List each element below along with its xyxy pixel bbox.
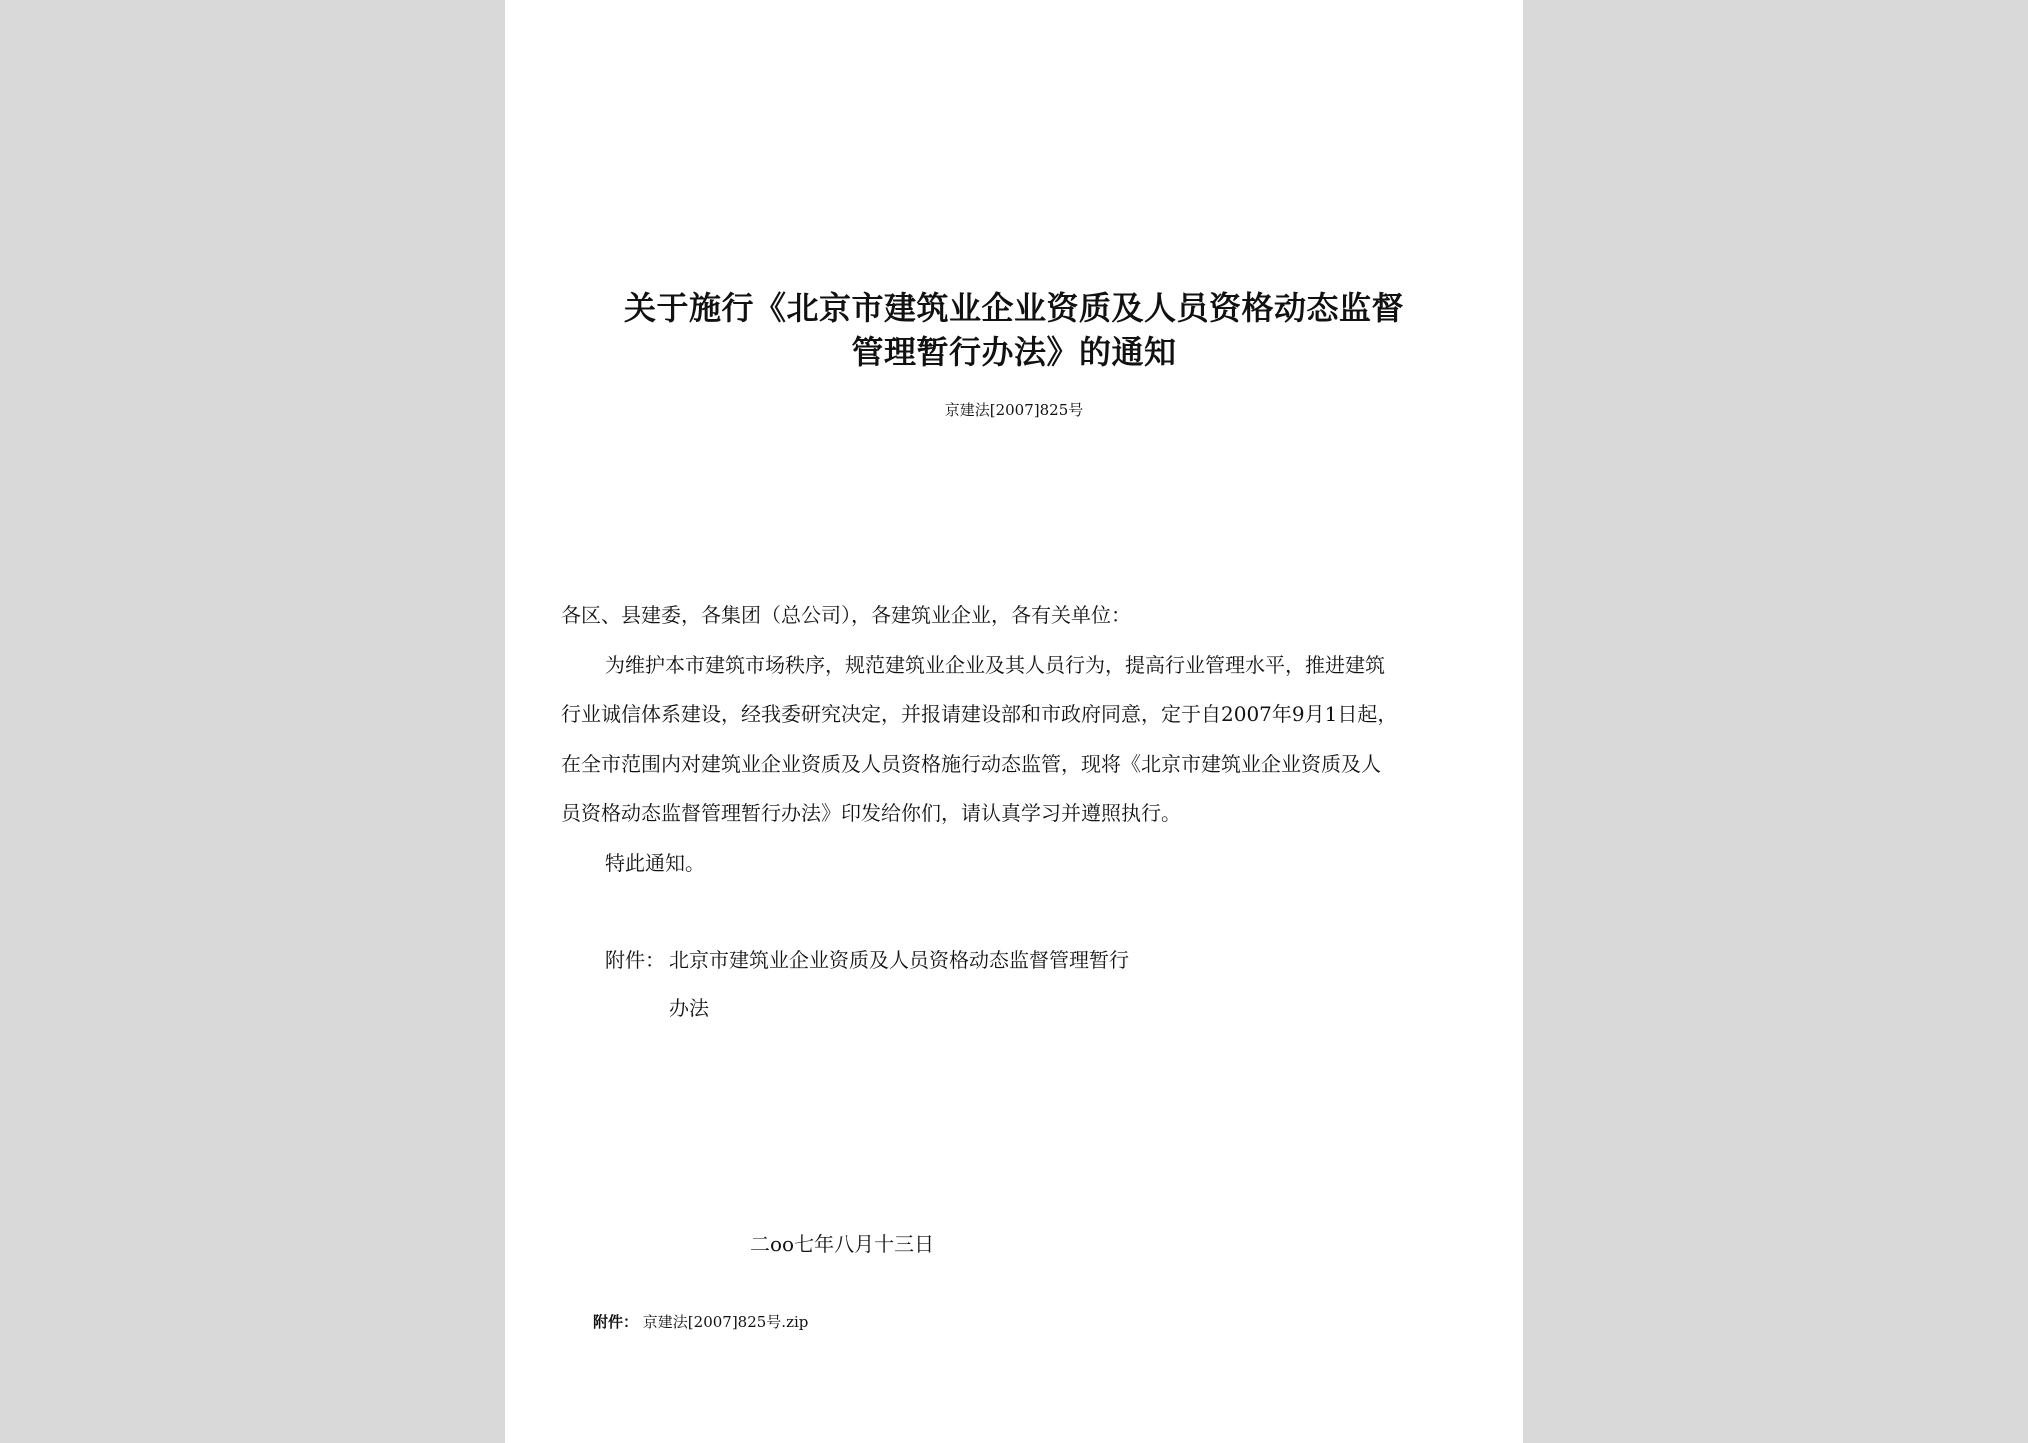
salutation: 各区、县建委，各集团（总公司），各建筑业企业，各有关单位： xyxy=(561,603,1131,627)
closing-text: 特此通知。 xyxy=(605,851,705,875)
paragraph-line-1: 为维护本市建筑市场秩序，规范建筑业企业及其人员行为，提高行业管理水平，推进建筑 xyxy=(605,653,1385,677)
issue-date: 二oo七年八月十三日 xyxy=(750,1232,935,1256)
footer-attachment-label: 附件： xyxy=(593,1313,639,1331)
document-title xyxy=(545,286,1483,374)
attachment-title-line-1: 北京市建筑业企业资质及人员资格动态监督管理暂行 xyxy=(669,948,1129,972)
paragraph-line-3: 在全市范围内对建筑业企业资质及人员资格施行动态监管，现将《北京市建筑业企业资质及人 xyxy=(561,752,1381,776)
paragraph-line-2: 行业诚信体系建设，经我委研究决定，并报请建设部和市政府同意，定于自2007年9月1日起， xyxy=(561,702,1398,726)
paragraph-line-4: 员资格动态监督管理暂行办法》印发给你们，请认真学习并遵照执行。 xyxy=(561,801,1181,825)
attachment-title-line-2: 办法 xyxy=(669,996,709,1020)
document-number: 京建法[2007]825号 xyxy=(944,401,1084,419)
title-line-2: 管理暂行办法》的通知 xyxy=(851,333,1177,371)
attachment-label: 附件： xyxy=(605,948,665,972)
title-line-1: 关于施行《北京市建筑业企业资质及人员资格动态监督 xyxy=(623,289,1404,327)
footer-attachment xyxy=(593,1312,808,1332)
attachment-download-link[interactable]: 京建法[2007]825号.zip xyxy=(642,1313,809,1331)
document-page xyxy=(505,0,1523,1443)
